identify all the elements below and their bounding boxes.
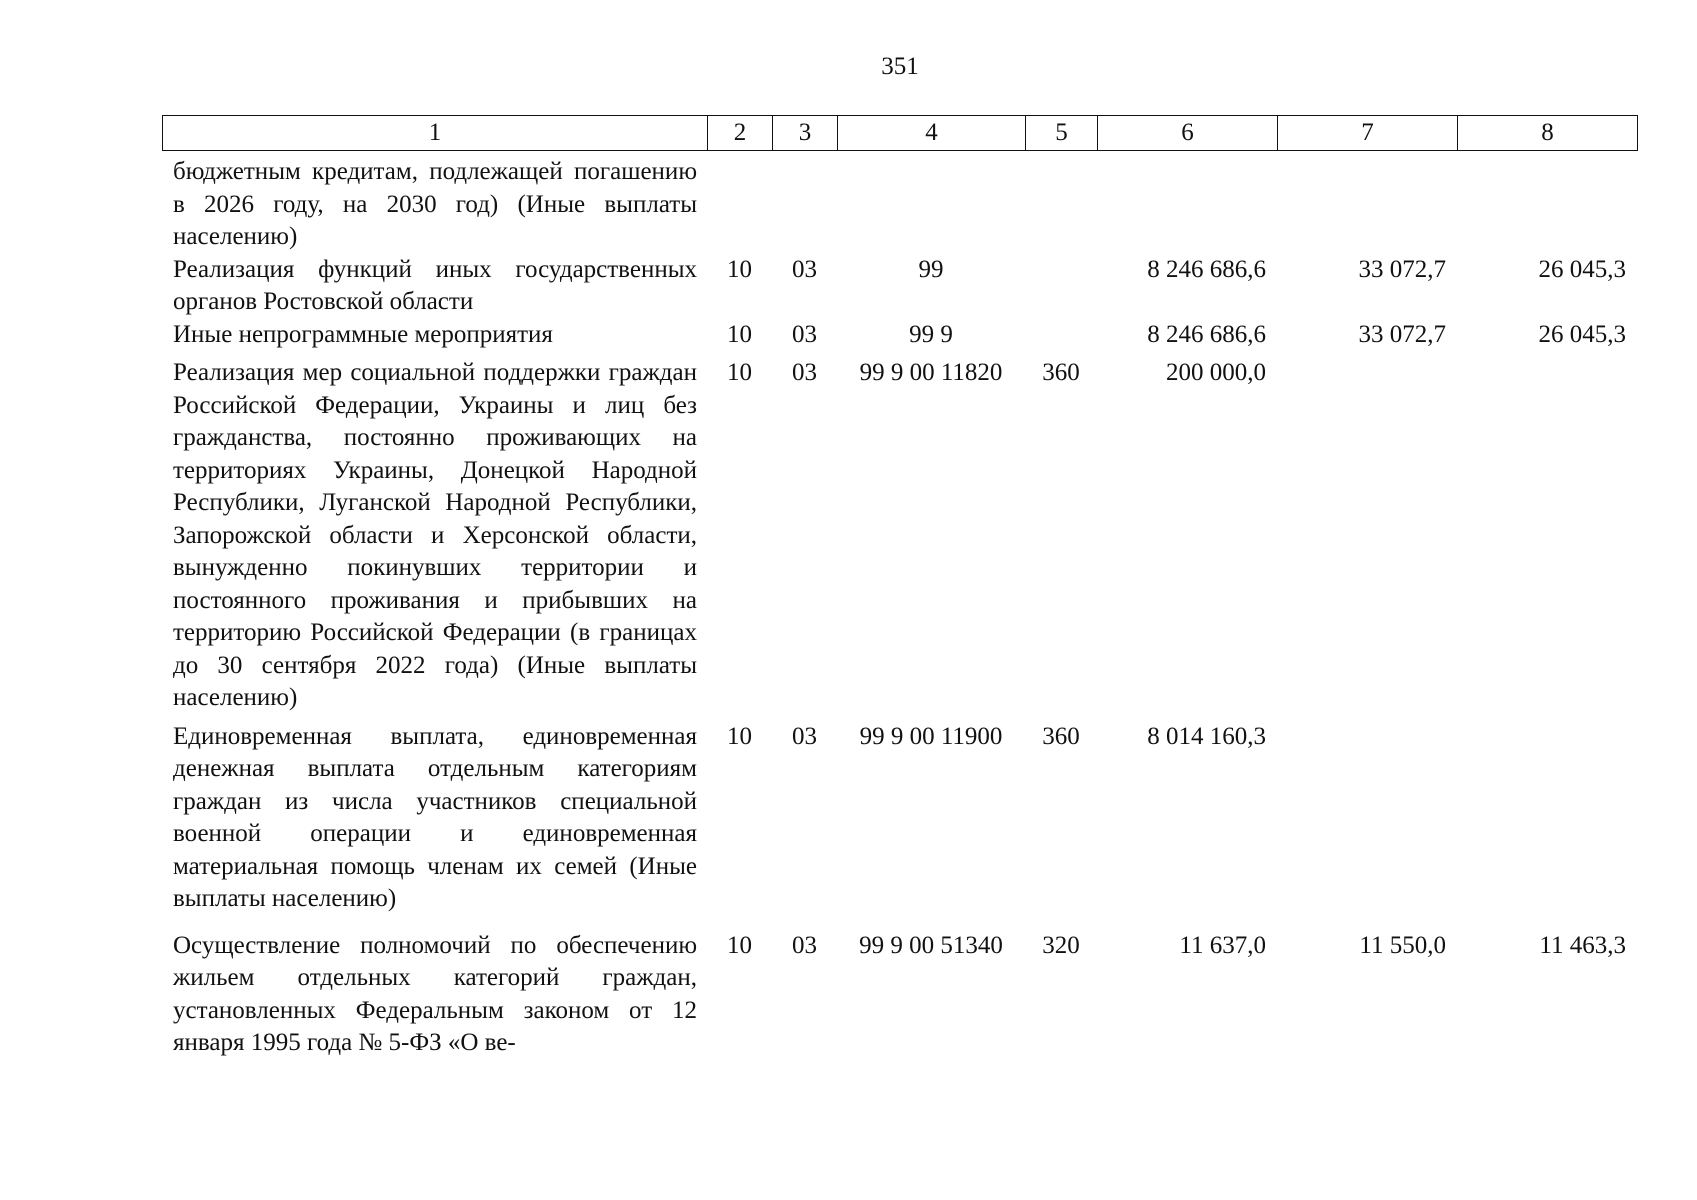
cell-amount-7 bbox=[1277, 156, 1457, 254]
column-header-5: 5 bbox=[1026, 116, 1098, 151]
column-header-2: 2 bbox=[708, 116, 773, 151]
column-header-7: 7 bbox=[1278, 116, 1458, 151]
cell-amount-6: 8 014 160,3 bbox=[1147, 722, 1266, 750]
table-row bbox=[162, 254, 1637, 319]
cell-target-article bbox=[837, 156, 1025, 254]
table-row bbox=[162, 156, 1637, 254]
column-header-4: 4 bbox=[838, 116, 1026, 151]
cell-subsection: 03 bbox=[792, 320, 817, 348]
cell-section: 10 bbox=[727, 320, 752, 348]
row-description: Реализация функций иных государственных органов Ростовской области bbox=[173, 255, 697, 315]
cell-amount-8: 26 045,3 bbox=[1538, 320, 1626, 348]
cell-subsection: 03 bbox=[792, 359, 817, 386]
cell-target-article: 99 9 00 51340 bbox=[859, 931, 1003, 959]
cell-amount-6: 8 246 686,6 bbox=[1147, 320, 1266, 348]
page-number: 351 bbox=[881, 53, 919, 80]
table-row bbox=[162, 319, 1637, 358]
cell-amount-8 bbox=[1457, 156, 1637, 254]
cell-section: 10 bbox=[727, 359, 752, 386]
cell-section bbox=[707, 156, 772, 254]
cell-amount-6: 8 246 686,6 bbox=[1147, 255, 1266, 283]
cell-expense-type bbox=[1025, 156, 1097, 254]
column-header-1: 1 bbox=[163, 116, 708, 151]
cell-subsection bbox=[772, 156, 837, 254]
cell-subsection: 03 bbox=[792, 255, 817, 283]
cell-amount-7: 33 072,7 bbox=[1358, 320, 1446, 348]
cell-target-article: 99 bbox=[918, 255, 944, 283]
cell-expense-type bbox=[1025, 254, 1097, 319]
cell-amount-7 bbox=[1277, 357, 1457, 721]
cell-amount-8: 26 045,3 bbox=[1538, 255, 1626, 283]
column-header-8: 8 bbox=[1458, 116, 1638, 151]
cell-subsection: 03 bbox=[792, 722, 817, 750]
cell-amount-8 bbox=[1457, 357, 1637, 721]
table-row bbox=[162, 357, 1637, 721]
budget-table bbox=[162, 156, 1637, 1060]
table-row bbox=[162, 721, 1637, 930]
cell-section: 10 bbox=[727, 255, 752, 283]
cell-target-article: 99 9 00 11900 bbox=[859, 722, 1003, 750]
cell-amount-7: 11 550,0 bbox=[1359, 931, 1446, 959]
column-header-6: 6 bbox=[1098, 116, 1278, 151]
cell-subsection: 03 bbox=[792, 931, 817, 959]
row-description: бюджетным кредитам, подлежащей погашению в 2026 году, на 2030 год) (Иные выплаты населению) bbox=[173, 158, 697, 250]
column-header-3: 3 bbox=[773, 116, 838, 151]
cell-amount-6: 11 637,0 bbox=[1179, 931, 1266, 959]
cell-amount-7 bbox=[1277, 721, 1457, 930]
row-description: Единовременная выплата, единовременная денежная выплата отдельным категориям граждан из числа участников специальной военной операции и единовременная материальная помощь членам их семей (Иные выплаты населению) bbox=[173, 722, 697, 912]
table-row bbox=[162, 930, 1637, 1060]
cell-amount-6 bbox=[1097, 156, 1277, 254]
cell-section: 10 bbox=[727, 722, 752, 750]
row-description: Осуществление полномочий по обеспечению жильем отдельных категорий граждан, установленных Федеральным законом от 12 января 1995 года № 5-ФЗ «О ве- bbox=[173, 931, 697, 1056]
cell-section: 10 bbox=[727, 931, 752, 959]
cell-expense-type bbox=[1025, 319, 1097, 358]
cell-amount-8: 11 463,3 bbox=[1539, 931, 1626, 959]
cell-amount-8 bbox=[1457, 721, 1637, 930]
cell-expense-type: 320 bbox=[1042, 931, 1080, 959]
cell-target-article: 99 9 bbox=[909, 320, 953, 348]
row-description: Реализация мер социальной поддержки граждан Российской Федерации, Украины и лиц без гражданства, постоянно проживающих на территориях Украины, Донецкой Народной Республики, Луганской Народной Республики, Запорожской области и Херсонской области, вынужденно покинувших территории и постоянного проживания и прибывших на территорию Российской Федерации (в границах до 30 сентября 2022 года) (Иные выплаты населению) bbox=[173, 359, 697, 711]
header-row bbox=[163, 116, 1638, 151]
cell-amount-6: 200 000,0 bbox=[1166, 359, 1266, 386]
row-description: Иные непрограммные мероприятия bbox=[173, 320, 553, 348]
table-header bbox=[162, 115, 1638, 151]
cell-amount-7: 33 072,7 bbox=[1358, 255, 1446, 283]
cell-expense-type: 360 bbox=[1042, 722, 1080, 750]
cell-target-article: 99 9 00 11820 bbox=[859, 359, 1003, 386]
cell-expense-type: 360 bbox=[1042, 359, 1080, 386]
